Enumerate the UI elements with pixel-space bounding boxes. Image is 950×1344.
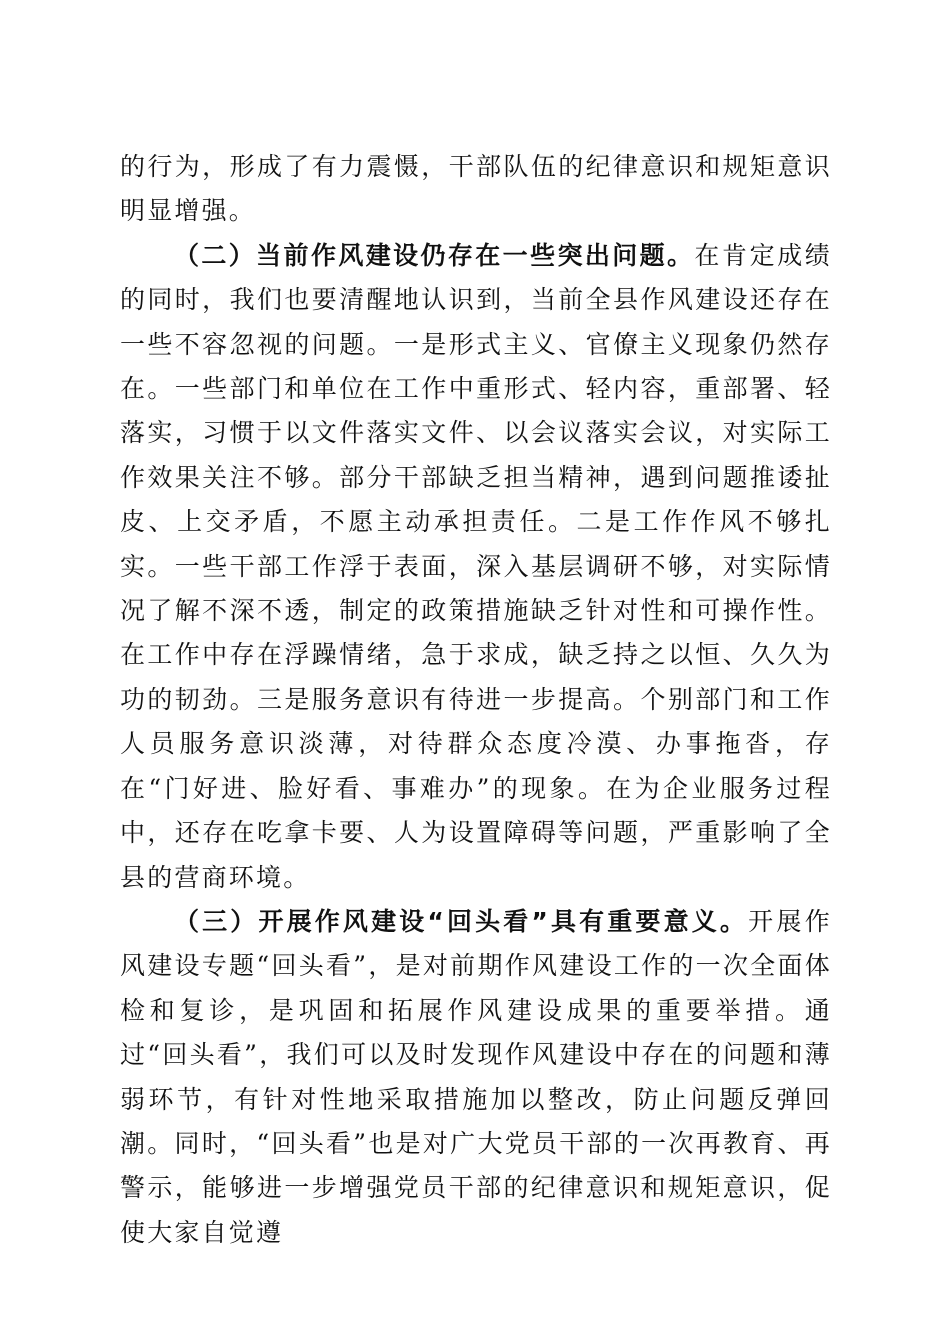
paragraph-body: 在肯定成绩的同时，我们也要清醒地认识到，当前全县作风建设还存在一些不容忽视的问题。一是形式主义、官僚主义现象仍然存在。一些部门和单位在工作中重形式、轻内容，重部署、轻落实，习惯于以文件落实文件、以会议落实会议，对实际工作效果关注不够。部分干部缺乏担当精神，遇到问题推诿扯皮、上交矛盾，不愿主动承担责任。二是工作作风不够扎实。一些干部工作浮于表面，深入基层调研不够，对实际情况了解不深不透，制定的政策措施缺乏针对性和可操作性。在工作中存在浮躁情绪，急于求成，缺乏持之以恒、久久为功的韧劲。三是服务意识有待进一步提高。个别部门和工作人员服务意识淡薄，对待群众态度冷漠、办事拖沓，存在“门好进、脸好看、事难办”的现象。在为企业服务过程中，还存在吃拿卡要、人为设置障碍等问题，严重影响了全县的营商环境。 bbox=[120, 240, 832, 892]
section-heading-3: （三）开展作风建设“回头看”具有重要意义。 bbox=[174, 906, 749, 936]
section-heading-2: （二）当前作风建设仍存在一些突出问题。 bbox=[174, 240, 695, 270]
paragraph-body: 的行为，形成了有力震慑，干部队伍的纪律意识和规矩意识明显增强。 bbox=[120, 152, 832, 226]
paragraph-section-3 bbox=[120, 900, 832, 1255]
paragraph-body: 开展作风建设专题“回头看”，是对前期作风建设工作的一次全面体检和复诊，是巩固和拓展作风建设成果的重要举措。通过“回头看”，我们可以及时发现作风建设中存在的问题和薄弱环节，有针对性地采取措施加以整改，防止问题反弹回潮。同时，“回头看”也是对广大党员干部的一次再教育、再警示，能够进一步增强党员干部的纪律意识和规矩意识，促使大家自觉遵 bbox=[120, 906, 832, 1247]
paragraph-section-2 bbox=[120, 234, 832, 900]
document-body bbox=[120, 145, 832, 1255]
paragraph-continuation bbox=[120, 145, 832, 234]
